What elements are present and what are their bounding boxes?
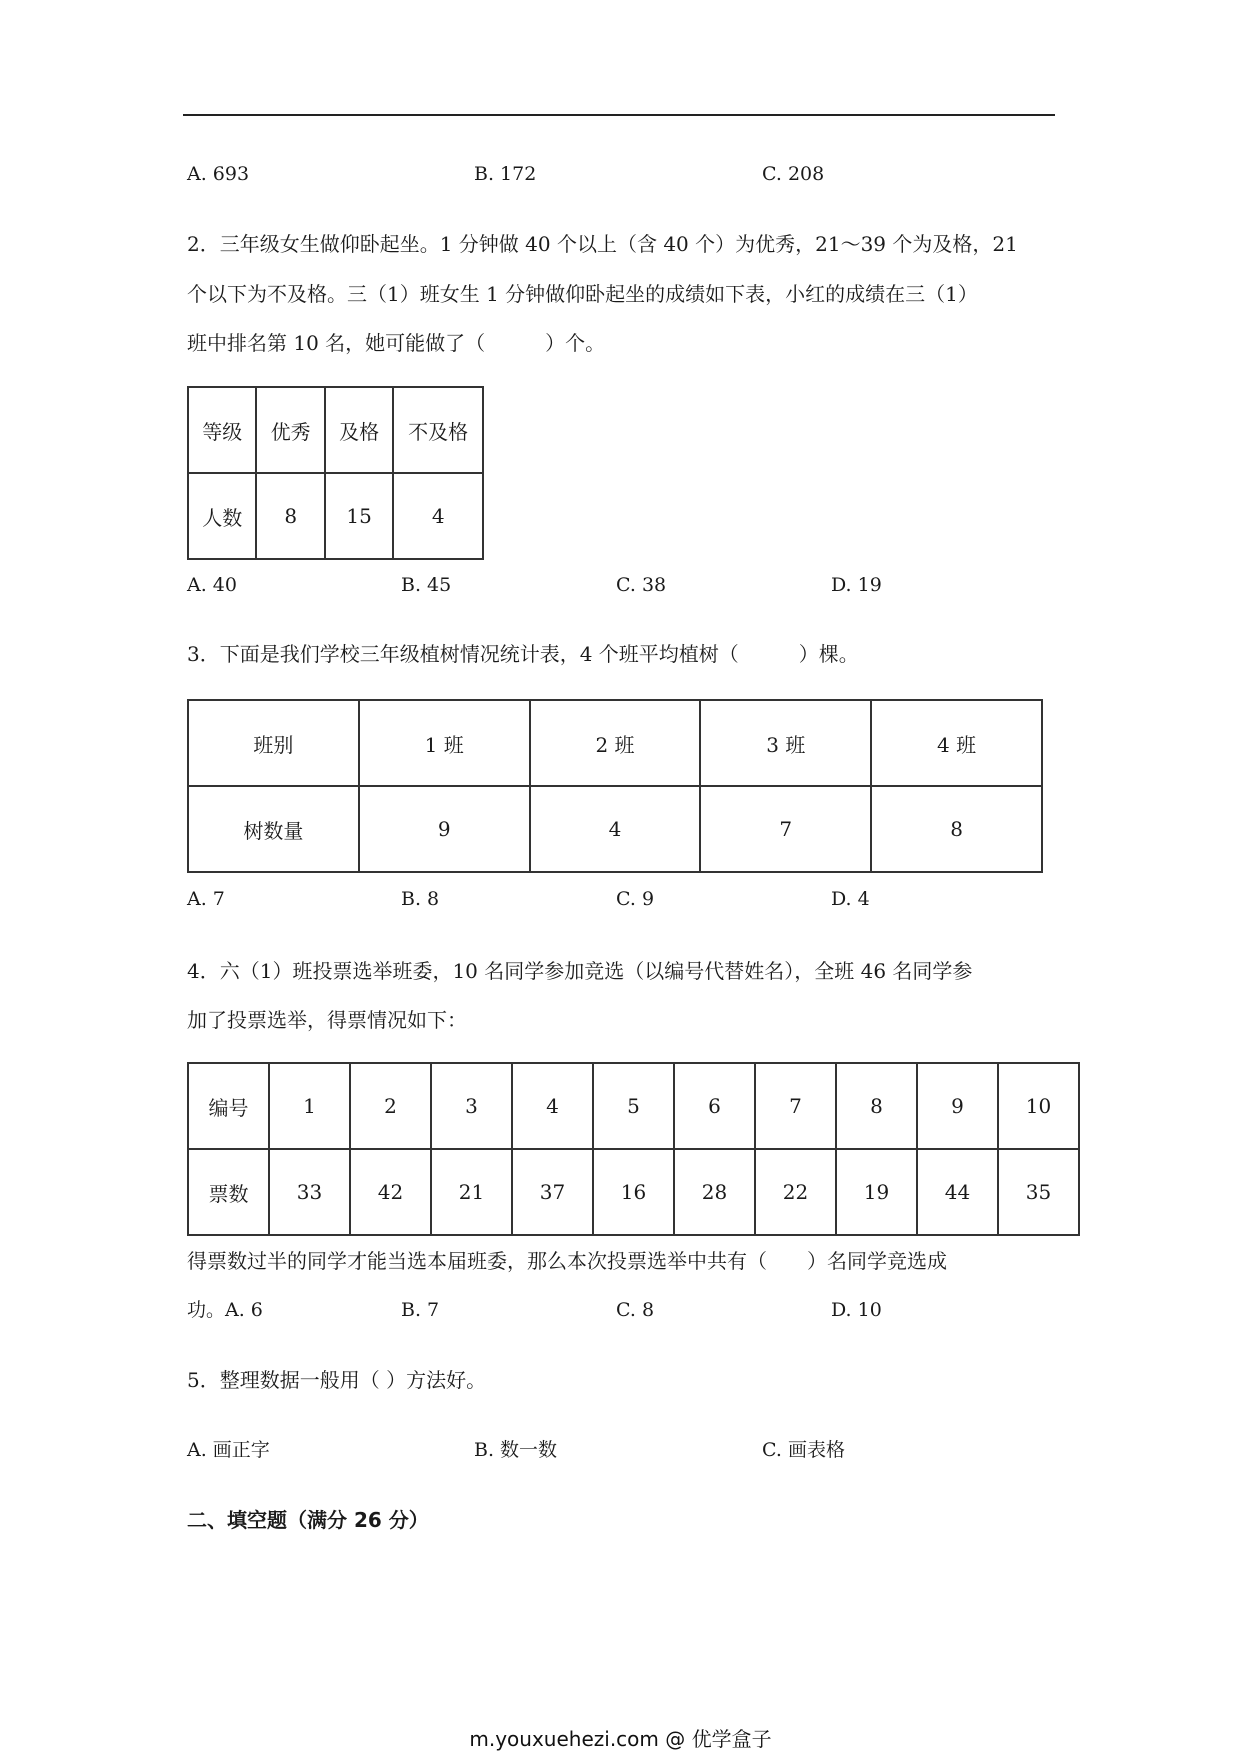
q4-cell: 22 bbox=[755, 1149, 836, 1235]
q1-option-a: A. 693 bbox=[187, 163, 250, 185]
q3-table-data-row bbox=[188, 786, 1042, 872]
q2-line-3: 班中排名第 10 名，她可能做了（ ）个。 bbox=[187, 331, 606, 355]
q2-table bbox=[187, 386, 484, 560]
q4-cell: 编号 bbox=[188, 1063, 269, 1149]
q4-cell: 44 bbox=[917, 1149, 998, 1235]
q4-table bbox=[187, 1062, 1080, 1236]
q2-cell: 不及格 bbox=[393, 387, 483, 473]
q4-cell: 票数 bbox=[188, 1149, 269, 1235]
q4-cell: 1 bbox=[269, 1063, 350, 1149]
q3-cell: 树数量 bbox=[188, 786, 359, 872]
q2-option-a: A. 40 bbox=[187, 574, 237, 596]
q3-option-c: C. 9 bbox=[616, 888, 655, 910]
q2-option-c: C. 38 bbox=[616, 574, 667, 596]
q4-cell: 42 bbox=[350, 1149, 431, 1235]
q3-cell: 4 bbox=[530, 786, 701, 872]
q4-option-c: C. 8 bbox=[616, 1299, 655, 1321]
q2-cell: 4 bbox=[393, 473, 483, 559]
q2-table-data-row bbox=[188, 473, 483, 559]
q4-table-data-row bbox=[188, 1149, 1079, 1235]
q3-option-b: B. 8 bbox=[401, 888, 440, 910]
q3-cell: 9 bbox=[359, 786, 530, 872]
q2-cell: 优秀 bbox=[256, 387, 324, 473]
q3-cell: 2 班 bbox=[530, 700, 701, 786]
q2-option-d: D. 19 bbox=[831, 574, 882, 596]
q4-cell: 5 bbox=[593, 1063, 674, 1149]
q4-option-a: 功。A. 6 bbox=[187, 1299, 263, 1321]
q4-line-2: 加了投票选举，得票情况如下： bbox=[187, 1008, 467, 1032]
q2-cell: 8 bbox=[256, 473, 324, 559]
q4-option-d: D. 10 bbox=[831, 1299, 882, 1321]
q2-cell: 人数 bbox=[188, 473, 256, 559]
q3-table-header-row bbox=[188, 700, 1042, 786]
q3-cell: 1 班 bbox=[359, 700, 530, 786]
q3-cell: 7 bbox=[700, 786, 871, 872]
q5-text: 5．整理数据一般用（ ）方法好。 bbox=[187, 1368, 487, 1392]
q5-option-c: C. 画表格 bbox=[762, 1439, 845, 1461]
q4-cell: 3 bbox=[431, 1063, 512, 1149]
q4-table-header-row bbox=[188, 1063, 1079, 1149]
header-rule bbox=[183, 114, 1055, 116]
q2-line-2: 个以下为不及格。三（1）班女生 1 分钟做仰卧起坐的成绩如下表，小红的成绩在三（1） bbox=[187, 282, 978, 306]
q4-cell: 19 bbox=[836, 1149, 917, 1235]
q2-cell: 等级 bbox=[188, 387, 256, 473]
q4-line-1: 4．六（1）班投票选举班委，10 名同学参加竞选（以编号代替姓名），全班 46 名同学参 bbox=[187, 959, 973, 983]
q4-cell: 10 bbox=[998, 1063, 1079, 1149]
q1-option-c: C. 208 bbox=[762, 163, 825, 185]
q4-option-b: B. 7 bbox=[401, 1299, 440, 1321]
q4-cell: 37 bbox=[512, 1149, 593, 1235]
q2-line-1: 2．三年级女生做仰卧起坐。1 分钟做 40 个以上（含 40 个）为优秀，21～39 个为及格，21 bbox=[187, 232, 1018, 256]
q4-cell: 2 bbox=[350, 1063, 431, 1149]
q2-table-header-row bbox=[188, 387, 483, 473]
q4-cell: 21 bbox=[431, 1149, 512, 1235]
q3-option-a: A. 7 bbox=[187, 888, 225, 910]
footer-watermark: m.youxuehezi.com @ 优学盒子 bbox=[469, 1727, 772, 1751]
q3-cell: 8 bbox=[871, 786, 1042, 872]
q3-cell: 4 班 bbox=[871, 700, 1042, 786]
q2-option-b: B. 45 bbox=[401, 574, 452, 596]
q4-cell: 28 bbox=[674, 1149, 755, 1235]
q3-table bbox=[187, 699, 1043, 873]
q4-cell: 8 bbox=[836, 1063, 917, 1149]
q5-option-a: A. 画正字 bbox=[187, 1439, 270, 1461]
section-2-heading: 二、填空题（满分 26 分） bbox=[187, 1508, 429, 1532]
q1-option-b: B. 172 bbox=[474, 163, 537, 185]
q4-cell: 9 bbox=[917, 1063, 998, 1149]
q4-cell: 4 bbox=[512, 1063, 593, 1149]
q4-cell: 6 bbox=[674, 1063, 755, 1149]
q4-cell: 33 bbox=[269, 1149, 350, 1235]
q3-cell: 3 班 bbox=[700, 700, 871, 786]
q3-cell: 班别 bbox=[188, 700, 359, 786]
q4-after-text: 得票数过半的同学才能当选本届班委，那么本次投票选举中共有（ ）名同学竞选成 bbox=[187, 1249, 947, 1273]
q2-cell: 及格 bbox=[325, 387, 393, 473]
q2-cell: 15 bbox=[325, 473, 393, 559]
q4-cell: 35 bbox=[998, 1149, 1079, 1235]
q4-cell: 7 bbox=[755, 1063, 836, 1149]
q5-option-b: B. 数一数 bbox=[474, 1439, 558, 1461]
q3-option-d: D. 4 bbox=[831, 888, 870, 910]
q3-text: 3．下面是我们学校三年级植树情况统计表，4 个班平均植树（ ）棵。 bbox=[187, 642, 859, 666]
q4-cell: 16 bbox=[593, 1149, 674, 1235]
